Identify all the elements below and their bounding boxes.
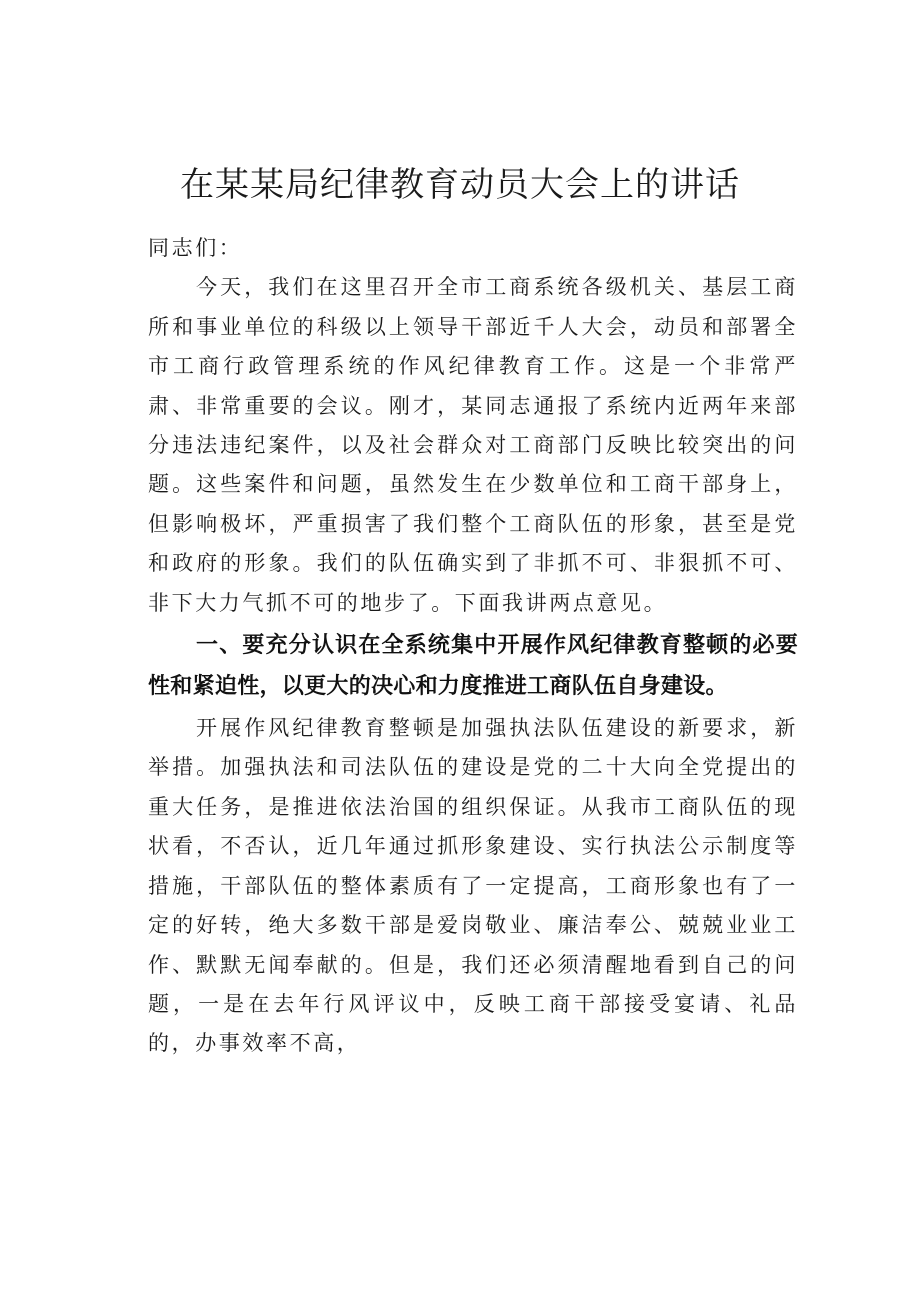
- section-paragraph: 开展作风纪律教育整顿是加强执法队伍建设的新要求，新举措。加强执法和司法队伍的建设是党的二十大向全党提出的重大任务，是推进依法治国的组织保证。从我市工商队伍的现状看，不否认，近几年通过抓形象建设、实行执法公示制度等措施，干部队伍的整体素质有了一定提高，工商形象也有了一定的好转，绝大多数干部是爱岗敬业、廉洁奉公、兢兢业业工作、默默无闻奉献的。但是，我们还必须清醒地看到自己的问题，一是在去年行风评议中，反映工商干部接受宴请、礼品的，办事效率不高，: [148, 716, 798, 1056]
- document-body: [148, 229, 798, 1064]
- section-heading: 一、要充分认识在全系统集中开展作风纪律教育整顿的必要性和紧迫性，以更大的决心和力度推进工商队伍自身建设。: [148, 633, 798, 700]
- document-title: 在某某局纪律教育动员大会上的讲话: [180, 165, 740, 205]
- opening-paragraph: 今天，我们在这里召开全市工商系统各级机关、基层工商所和事业单位的科级以上领导干部近千人大会，动员和部署全市工商行政管理系统的作风纪律教育工作。这是一个非常严肃、非常重要的会议。刚才，某同志通报了系统内近两年来部分违法违纪案件，以及社会群众对工商部门反映比较突出的问题。这些案件和问题，虽然发生在少数单位和工商干部身上，但影响极坏，严重损害了我们整个工商队伍的形象，甚至是党和政府的形象。我们的队伍确实到了非抓不可、非狠抓不可、非下大力气抓不可的地步了。下面我讲两点意见。: [148, 275, 798, 615]
- salutation: 同志们：: [148, 236, 243, 260]
